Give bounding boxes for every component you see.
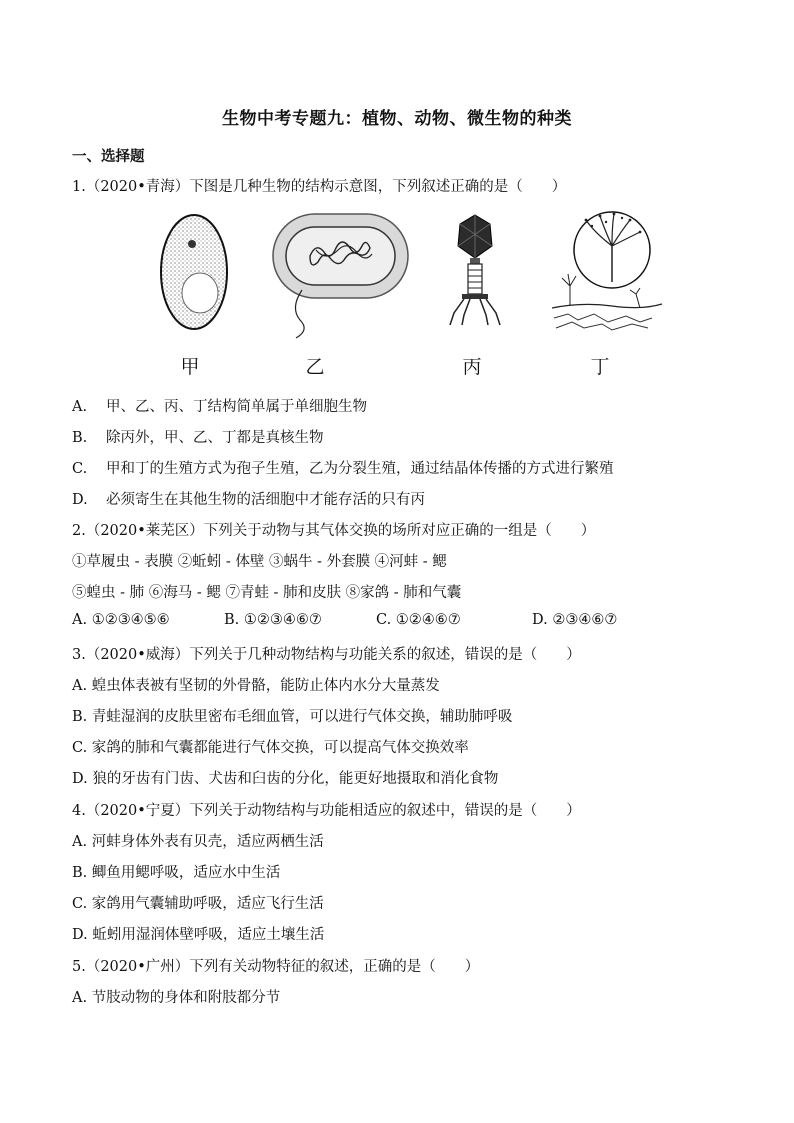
q1-option-c: C. 甲和丁的生殖方式为孢子生殖，乙为分裂生殖，通过结晶体传播的方式进行繁殖: [72, 461, 614, 477]
section-heading: 一、选择题: [72, 148, 145, 165]
q1-option-a: A. 甲、乙、丙、丁结构简单属于单细胞生物: [72, 399, 367, 415]
page-title: 生物中考专题九：植物、动物、微生物的种类: [222, 109, 572, 129]
figure-label-bing: 丙: [462, 356, 482, 378]
q2-choices: [72, 612, 617, 628]
q4-stem: 4.（2020•宁夏）下列关于动物结构与功能相适应的叙述中，错误的是（ ）: [72, 803, 581, 819]
q2-choice-a: A. ①②③④⑤⑥: [72, 612, 170, 628]
figure-label-yi: 乙: [305, 356, 325, 378]
q2-choice-b: B. ①②③④⑥⑦: [224, 612, 322, 628]
q3-option-a: A. 蝗虫体表被有坚韧的外骨骼，能防止体内水分大量蒸发: [72, 678, 440, 694]
q2-items-row2: ⑤蝗虫 - 肺 ⑥海马 - 鳃 ⑦青蛙 - 肺和皮肤 ⑧家鸽 - 肺和气囊: [72, 585, 462, 601]
q2-choice-d: D. ②③④⑥⑦: [532, 612, 618, 628]
q3-option-d: D. 狼的牙齿有门齿、犬齿和臼齿的分化，能更好地摄取和消化食物: [72, 771, 499, 787]
figure-yi-bacterium: [268, 210, 413, 340]
q1-option-d: D. 必须寄生在其他生物的活细胞中才能存活的只有丙: [72, 492, 425, 508]
q2-items-row1: ①草履虫 - 表膜 ②蚯蚓 - 体壁 ③蜗牛 - 外套膜 ④河蚌 - 鳃: [72, 554, 447, 570]
figure-jia-cell: [158, 210, 230, 335]
q1-stem: 1.（2020•青海）下图是几种生物的结构示意图，下列叙述正确的是（ ）: [72, 179, 567, 195]
q4-option-c: C. 家鸽用气囊辅助呼吸，适应飞行生活: [72, 896, 324, 912]
q3-stem: 3.（2020•威海）下列关于几种动物结构与功能关系的叙述，错误的是（ ）: [72, 647, 581, 663]
q3-option-c: C. 家鸽的肺和气囊都能进行气体交换，可以提高气体交换效率: [72, 740, 469, 756]
q4-option-d: D. 蚯蚓用湿润体壁呼吸，适应土壤生活: [72, 927, 325, 943]
figure-bing-phage: [440, 210, 510, 335]
figure-label-ding: 丁: [590, 356, 610, 378]
figure-ding-mold: [550, 210, 665, 335]
q3-option-b: B. 青蛙湿润的皮肤里密布毛细血管，可以进行气体交换，辅助肺呼吸: [72, 709, 513, 725]
q4-option-a: A. 河蚌身体外表有贝壳，适应两栖生活: [72, 834, 324, 850]
q2-stem: 2.（2020•莱芜区）下列关于动物与其气体交换的场所对应正确的一组是（ ）: [72, 523, 596, 539]
q5-stem: 5.（2020•广州）下列有关动物特征的叙述，正确的是（ ）: [72, 959, 480, 975]
q1-figures: [150, 210, 670, 385]
q2-choice-c: C. ①②④⑥⑦: [376, 612, 461, 628]
figure-label-jia: 甲: [180, 356, 200, 378]
q5-option-a: A. 节肢动物的身体和附肢都分节: [72, 990, 281, 1006]
q1-option-b: B. 除丙外，甲、乙、丁都是真核生物: [72, 430, 324, 446]
q4-option-b: B. 鲫鱼用鳃呼吸，适应水中生活: [72, 865, 281, 881]
